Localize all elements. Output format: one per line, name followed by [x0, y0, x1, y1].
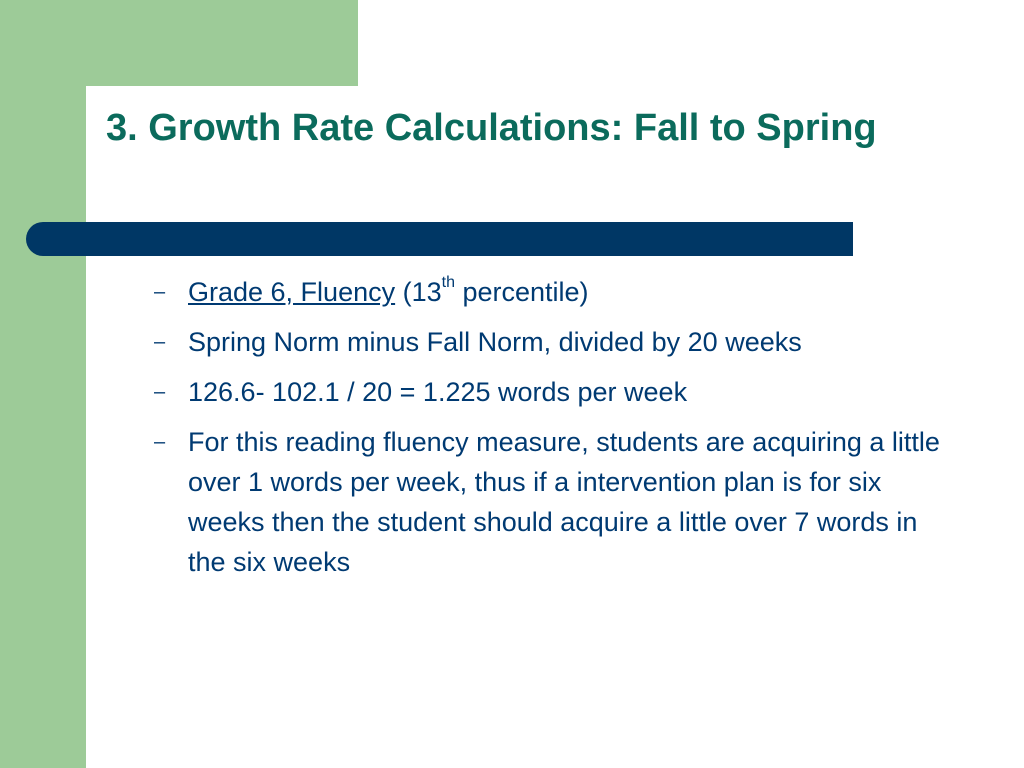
bullet-list: [150, 272, 950, 592]
grade-fluency-link[interactable]: Grade 6, Fluency: [188, 277, 396, 307]
dash-bullet-icon: –: [154, 331, 166, 353]
dash-bullet-icon: –: [154, 381, 166, 403]
title-divider-bar: [26, 222, 853, 256]
bullet-item-calculation: [150, 372, 950, 412]
bullet-text: Spring Norm minus Fall Norm, divided by 20 weeks: [188, 327, 802, 357]
percentile-suffix: percentile): [454, 277, 589, 307]
ordinal-suffix: th: [441, 274, 455, 291]
bullet-item-grade: [150, 272, 950, 312]
bullet-item-formula: [150, 322, 950, 362]
percentile-prefix: (13: [395, 277, 442, 307]
dash-bullet-icon: –: [154, 281, 166, 303]
bullet-text: For this reading fluency measure, students are acquiring a little over 1 words per week, thus if a intervention plan is for six weeks then the student should acquire a little over 7 words in the six weeks: [188, 427, 940, 577]
green-top-band: [0, 0, 358, 86]
dash-bullet-icon: –: [154, 431, 166, 453]
bullet-item-explanation: [150, 422, 950, 582]
green-side-band: [0, 0, 86, 768]
bullet-text: 126.6- 102.1 / 20 = 1.225 words per week: [188, 377, 688, 407]
slide-title: 3. Growth Rate Calculations: Fall to Spring: [106, 107, 877, 149]
